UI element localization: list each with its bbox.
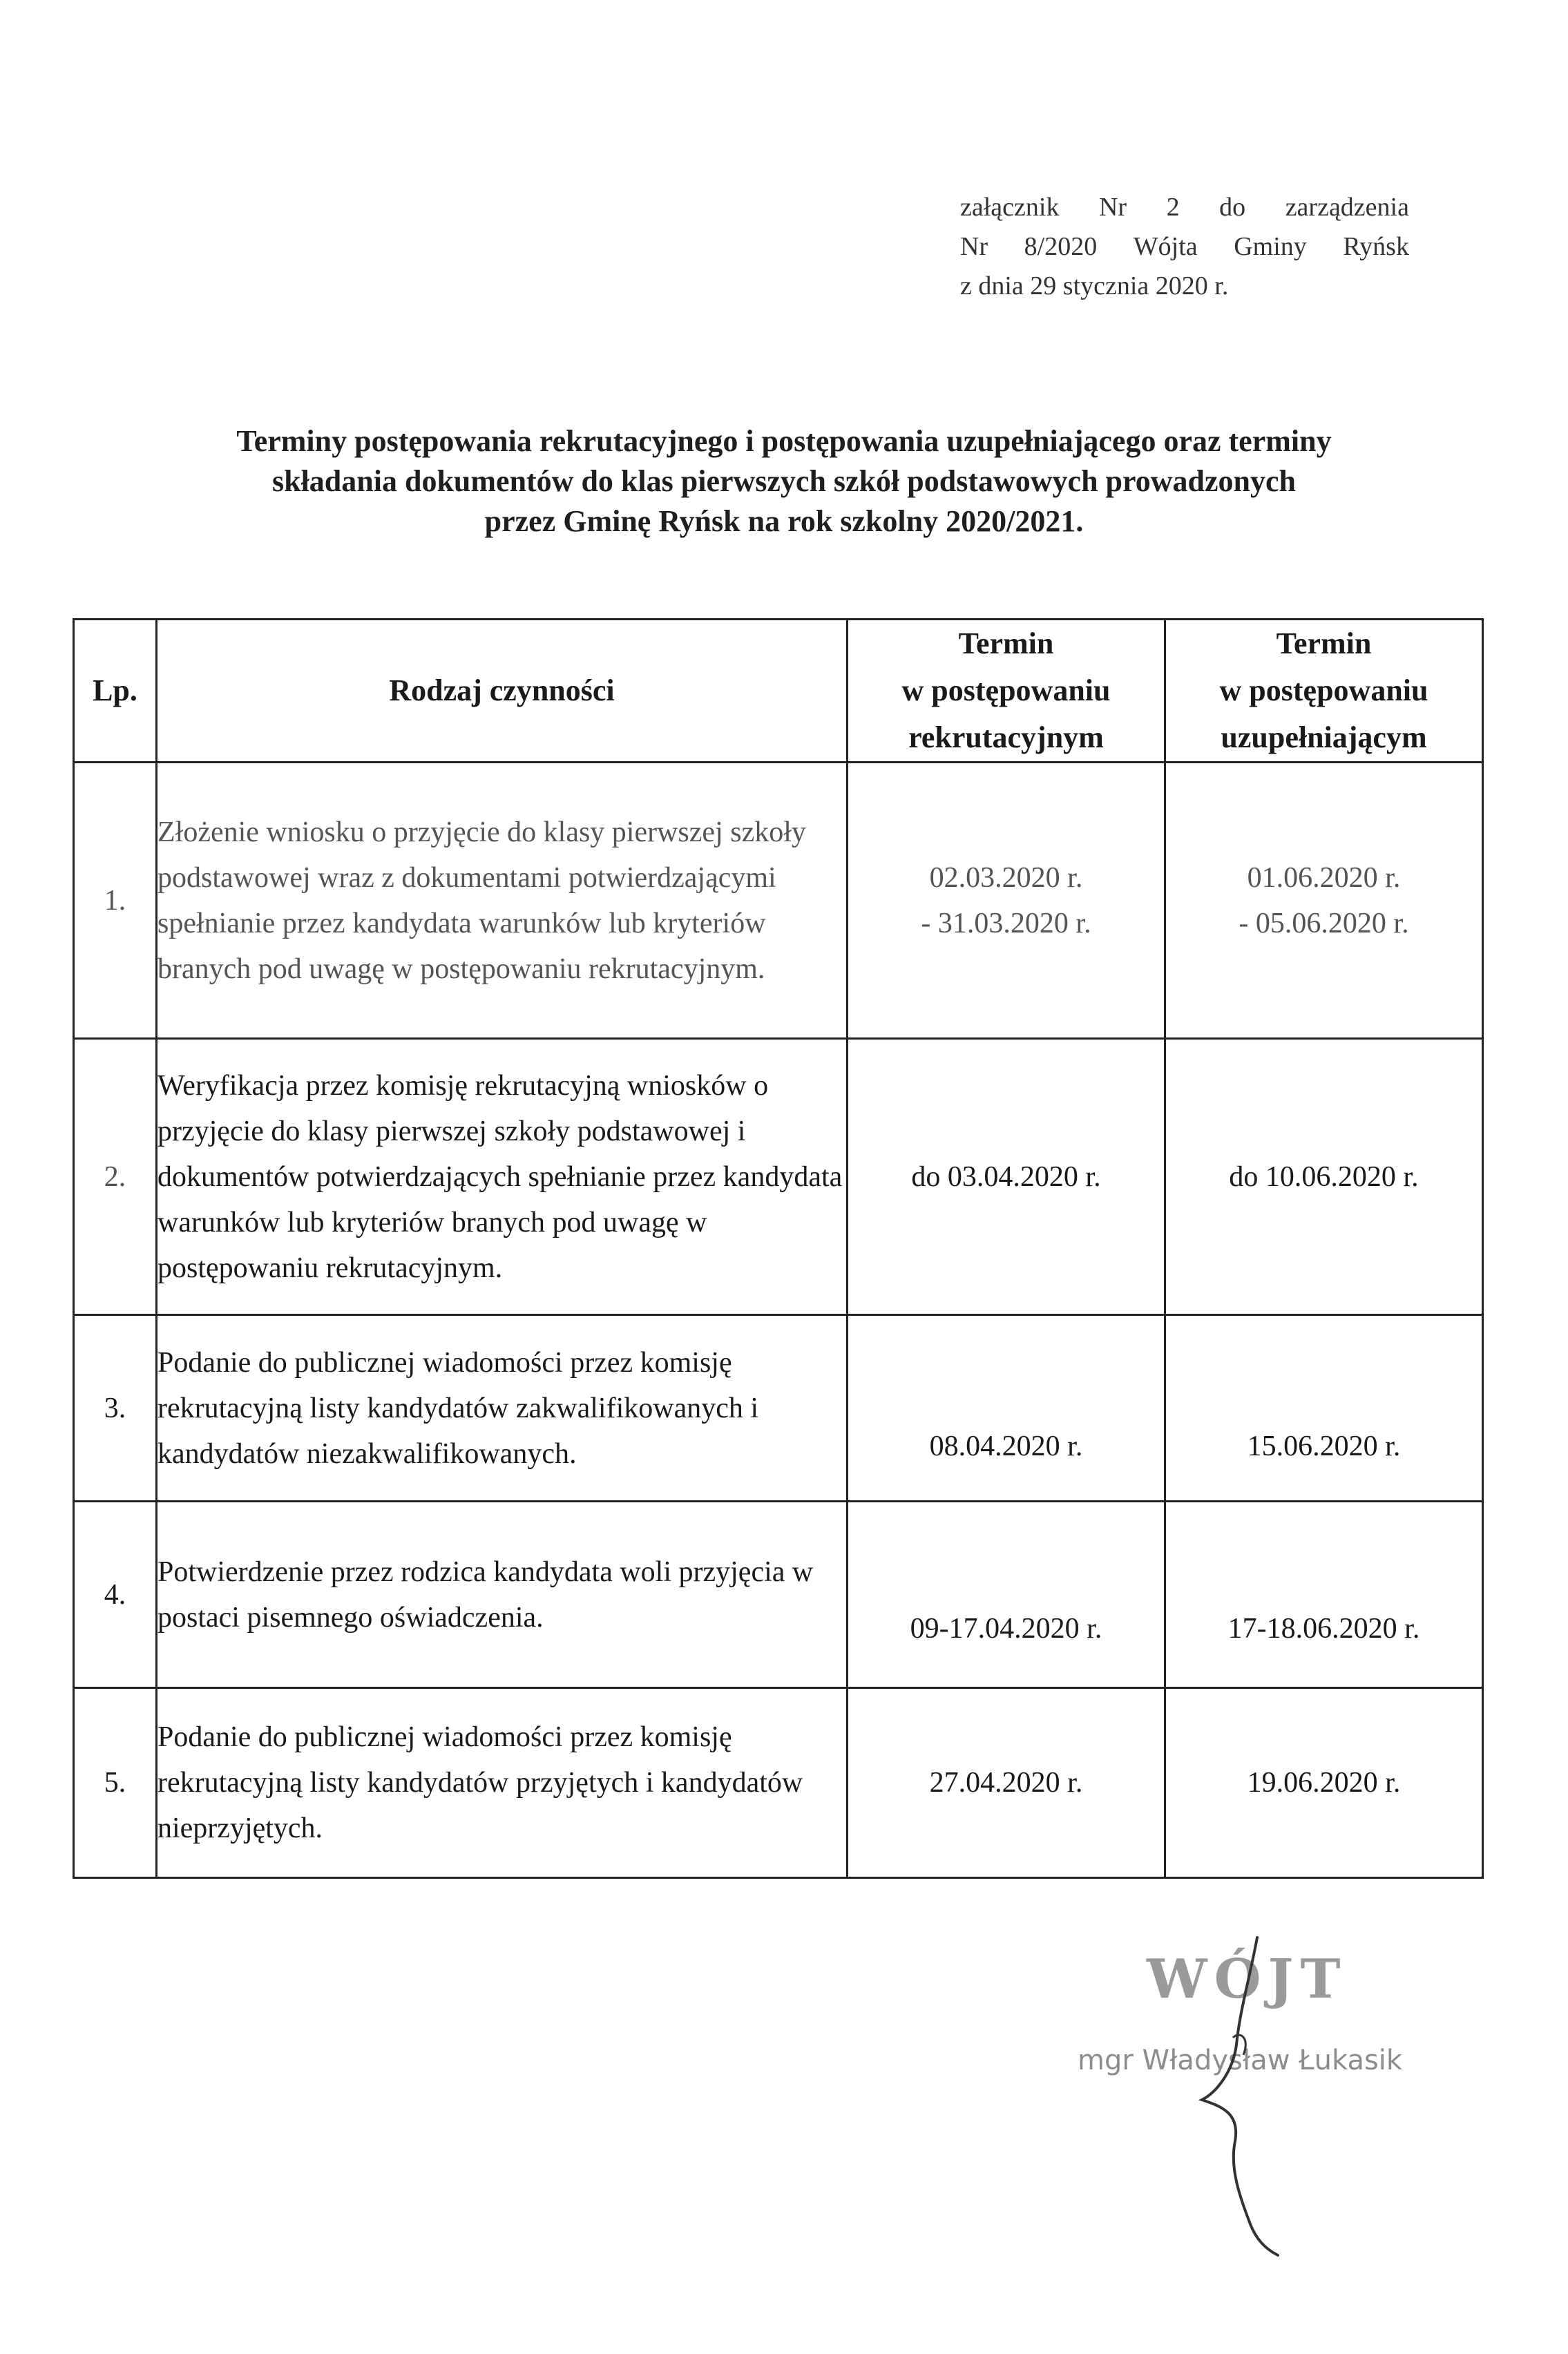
row-number: 1. <box>74 763 157 1039</box>
table-row <box>74 763 1483 1039</box>
row-supplementary-date: 17-18.06.2020 r. <box>1165 1502 1483 1688</box>
header-supplementary-term: Termin w postępowaniu uzupełniającym <box>1165 620 1483 763</box>
table-row <box>74 1315 1483 1502</box>
row-supplementary-date: 19.06.2020 r. <box>1165 1688 1483 1878</box>
row-supplementary-date: 01.06.2020 r. - 05.06.2020 r. <box>1165 763 1483 1039</box>
row-supplementary-date: do 10.06.2020 r. <box>1165 1039 1483 1315</box>
table-header-row <box>74 620 1483 763</box>
attachment-note-line-2: Nr 8/2020 Wójta Gminy Ryńsk <box>960 232 1409 261</box>
row-recruitment-date: 09-17.04.2020 r. <box>848 1502 1165 1688</box>
row-recruitment-date: 02.03.2020 r. - 31.03.2020 r. <box>848 763 1165 1039</box>
row-recruitment-date: 08.04.2020 r. <box>848 1315 1165 1502</box>
header-recruitment-term: Termin w postępowaniu rekrutacyjnym <box>848 620 1165 763</box>
row-number: 3. <box>74 1315 157 1502</box>
row-number: 5. <box>74 1688 157 1878</box>
stamp-name: mgr Władysław Łukasik <box>1078 2045 1403 2076</box>
row-activity: Podanie do publicznej wiadomości przez komisję rekrutacyjną listy kandydatów przyjętych i kandydatów nieprzyjętych. <box>157 1688 848 1878</box>
schedule-table <box>73 618 1484 1879</box>
handwritten-signature <box>1174 1934 1326 2259</box>
table-row <box>74 1502 1483 1688</box>
row-activity: Złożenie wniosku o przyjęcie do klasy pierwszej szkoły podstawowej wraz z dokumentami potwierdzającymi spełnianie przez kandydata warunków lub kryteriów branych pod uwagę w postępowaniu rekrutacyjnym. <box>157 763 848 1039</box>
attachment-note <box>960 188 1409 306</box>
attachment-note-line-3: z dnia 29 stycznia 2020 r. <box>960 271 1229 300</box>
title-line-2: składania dokumentów do klas pierwszych szkół podstawowych prowadzonych <box>271 464 1296 498</box>
attachment-note-line-1: załącznik Nr 2 do zarządzenia <box>960 193 1409 222</box>
row-activity: Podanie do publicznej wiadomości przez komisję rekrutacyjną listy kandydatów zakwalifikowanych i kandydatów niezakwalifikowanych. <box>157 1315 848 1502</box>
title-line-3: przez Gminę Ryńsk na rok szkolny 2020/2021. <box>484 504 1084 538</box>
title-line-1: Terminy postępowania rekrutacyjnego i postępowania uzupełniającego oraz terminy <box>236 424 1332 458</box>
row-number: 4. <box>74 1502 157 1688</box>
table-row <box>74 1039 1483 1315</box>
header-activity: Rodzaj czynności <box>157 620 848 763</box>
document-title <box>90 421 1478 542</box>
row-supplementary-date: 15.06.2020 r. <box>1165 1315 1483 1502</box>
row-number: 2. <box>74 1039 157 1315</box>
row-recruitment-date: 27.04.2020 r. <box>848 1688 1165 1878</box>
header-lp: Lp. <box>74 620 157 763</box>
table-row <box>74 1688 1483 1878</box>
stamp-title: WÓJT <box>1147 1948 1348 2011</box>
row-activity: Weryfikacja przez komisję rekrutacyjną wniosków o przyjęcie do klasy pierwszej szkoły podstawowej i dokumentów potwierdzających spełnianie przez kandydata warunków lub kryteriów branych pod uwagę w postępowaniu rekrutacyjnym. <box>157 1039 848 1315</box>
row-activity: Potwierdzenie przez rodzica kandydata woli przyjęcia w postaci pisemnego oświadczenia. <box>157 1502 848 1688</box>
row-recruitment-date: do 03.04.2020 r. <box>848 1039 1165 1315</box>
